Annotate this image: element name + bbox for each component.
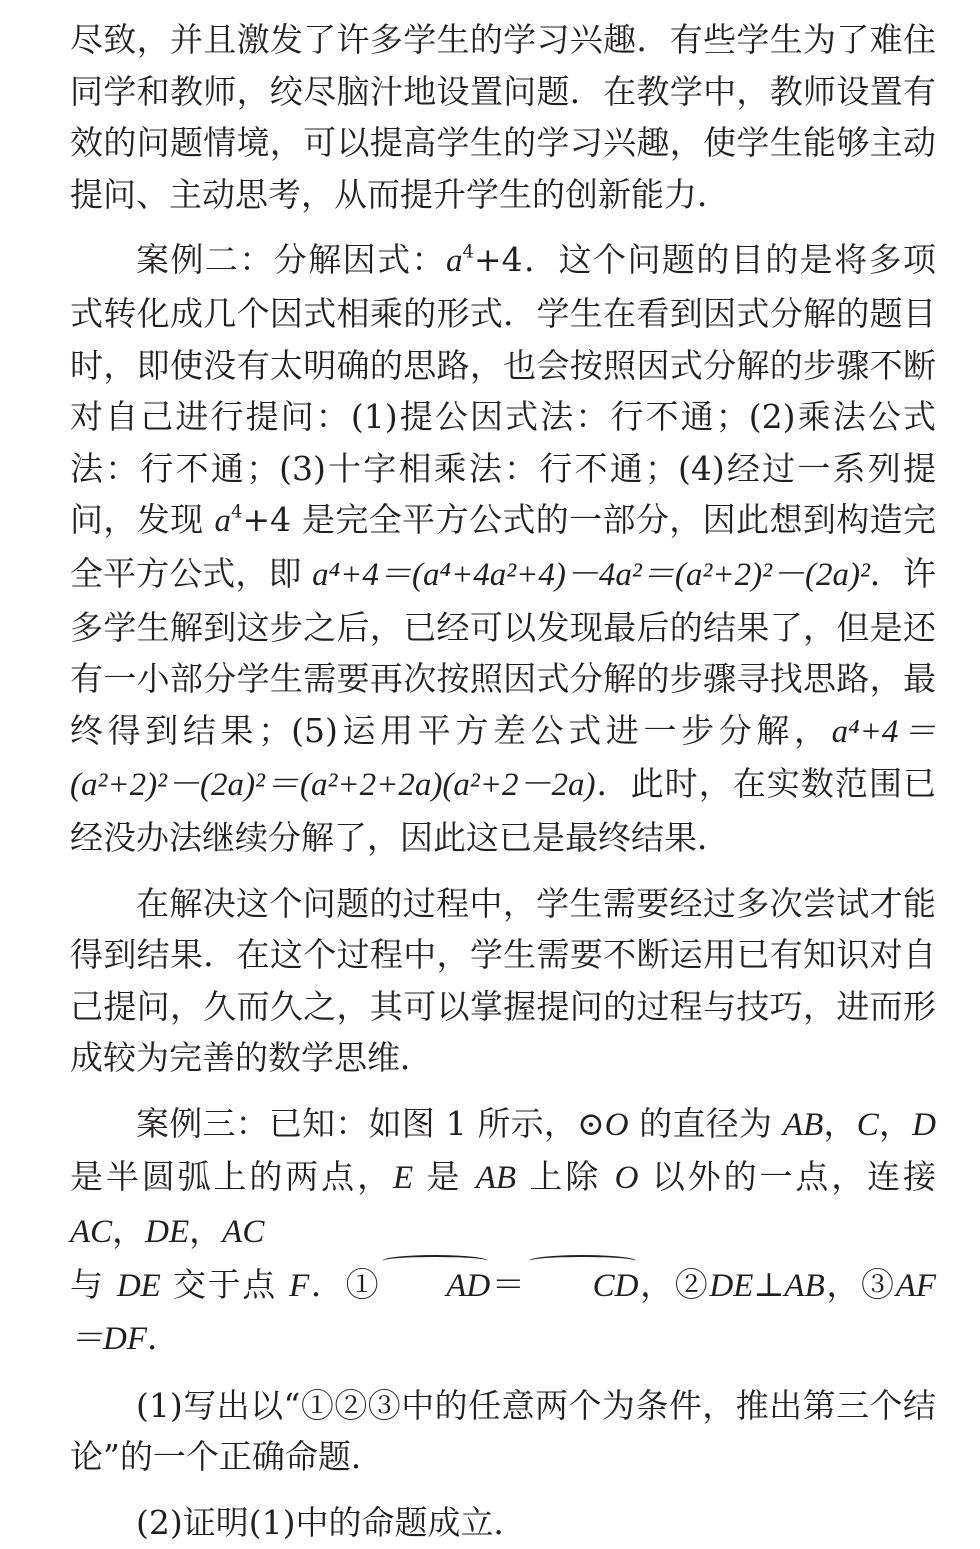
expr-tail-2: +4: [242, 500, 292, 540]
case-two-lead: 案例二：分解因式：: [136, 240, 446, 280]
segment-ac: AC: [70, 1214, 113, 1251]
condition-equal-segments: AF＝DF: [70, 1267, 937, 1358]
point-d: D: [912, 1106, 937, 1143]
formula-difference-of-squares: a⁴+4＝(a²+2)²－(2a)²＝(a²+2+2a)(a²+2－2a): [70, 713, 936, 804]
arc-cd: CD: [527, 1261, 639, 1313]
case-two-body-3: ．许多学生解到这步之后，已经可以发现最后的结果了，但是还有一小部分学生需要再次按照因式分解的步骤寻找思路，最终得到结果；(5)运用平方差公式进一步分解，: [70, 553, 936, 750]
case-three-lead: 案例三：已知：如图 1 所示，⊙: [136, 1103, 605, 1143]
paragraph-question-2: (2)证明(1)中的命题成立．: [136, 1503, 527, 1543]
case-three-text-9: ，: [189, 1211, 223, 1251]
expr-exponent-2: 4: [230, 501, 243, 523]
paragraph-reflection: 在解决这个问题的过程中，学生需要经过多次尝试才能得到结果．在这个过程中，学生需要不断运用已有知识对自己提问，久而久之，其可以掌握提问的过程与技巧，进而形成较为完善的数学思维．: [70, 883, 936, 1078]
case-three-text-15: ，③: [824, 1264, 896, 1304]
case-three-text-5: 是: [413, 1157, 476, 1197]
segment-ac-2: AC: [222, 1214, 265, 1251]
point-e: E: [392, 1160, 414, 1197]
point-f: F: [289, 1267, 310, 1304]
case-three-text-1: 的直径为: [628, 1103, 783, 1143]
point-o: O: [604, 1106, 629, 1143]
paragraph-question-1: (1)写出以“①②③中的任意两个为条件，推出第三个结论”的一个正确命题．: [70, 1385, 936, 1477]
condition-perpendicular: DE⊥AB: [709, 1267, 825, 1304]
formula-complete-square: a⁴+4＝(a⁴+4a²+4)－4a²＝(a²+2)²－(2a)²: [312, 556, 870, 593]
expr-tail: +4．: [474, 240, 559, 280]
segment-ab: AB: [782, 1106, 824, 1143]
paragraph-case-three: [70, 1098, 936, 1366]
case-three-text-13: ＝: [490, 1264, 527, 1304]
case-two-body-4: ．此时，在实数范围已经没办法继续分解了，因此这已是最终结果．: [70, 764, 936, 857]
document-page: [70, 14, 936, 1549]
case-three-text-14: ，②: [638, 1264, 710, 1304]
case-three-text-16: ．: [147, 1318, 180, 1358]
case-three-text-3: ，: [878, 1103, 913, 1143]
segment-ab-2: AB: [475, 1160, 517, 1197]
case-three-text-6: 上除: [516, 1157, 615, 1197]
case-two-body-1: 这个问题的目的是将多项式转化成几个因式相乘的形式．学生在看到因式分解的题目时，即使没有太明确的思路，也会按照因式分解的步骤不断对自己进行提问：(1)提公因式法：行不通；(2)乘法公式法：行不通；(3)十字相乘法：行不通；(4)经过一系列提问，发现: [70, 240, 937, 540]
paragraph-case-two: [70, 234, 936, 863]
expr-exponent: 4: [462, 241, 475, 263]
expr-variable: a: [445, 243, 463, 280]
case-two-body-2: 是完全平方公式的一部分，因此想到构造完全平方公式，即: [70, 500, 936, 593]
paragraph-intro: 尽致，并且激发了许多学生的学习兴趣．有些学生为了难住同学和教师，绞尽脑汁地设置问题．在教学中，教师设置有效的问题情境，可以提高学生的学习兴趣，使学生能够主动提问、主动思考，从而提升学生的创新能力．: [70, 20, 936, 214]
case-three-text-2: ，: [823, 1103, 857, 1143]
point-o-2: O: [614, 1160, 639, 1197]
expr-variable-2: a: [214, 503, 231, 540]
case-three-text-4: 是半圆弧上的两点，: [70, 1157, 393, 1197]
case-three-text-10: 与: [70, 1264, 117, 1304]
case-three-text-12: ．①: [309, 1264, 381, 1304]
segment-de-2: DE: [116, 1267, 161, 1304]
arc-ad: AD: [380, 1261, 490, 1313]
case-three-text-11: 交于点: [160, 1264, 290, 1304]
point-c: C: [856, 1106, 879, 1143]
case-three-text-8: ，: [112, 1211, 146, 1251]
case-three-text-7: 以外的一点，连接: [638, 1157, 937, 1197]
segment-de: DE: [145, 1214, 190, 1251]
